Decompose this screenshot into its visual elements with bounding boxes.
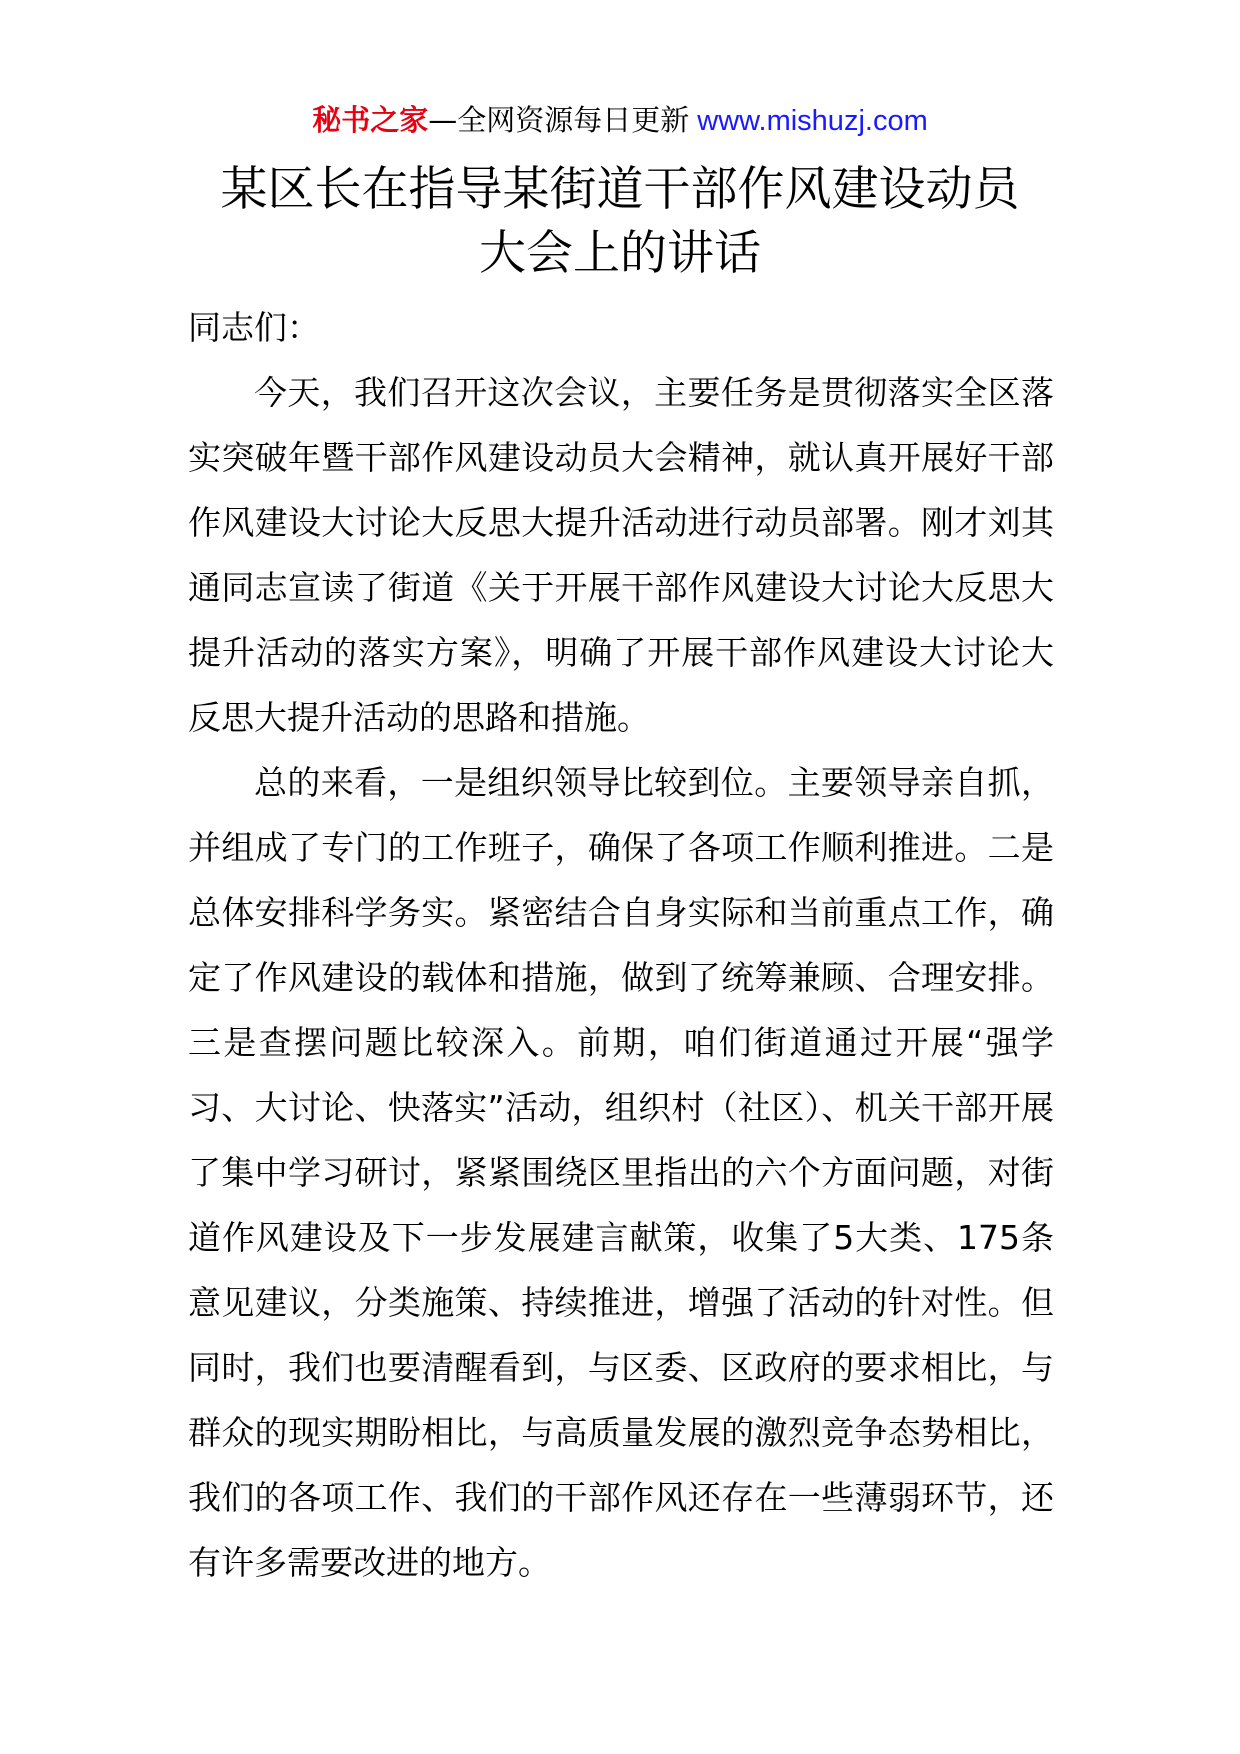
- body-paragraph-2: 总的来看，一是组织领导比较到位。主要领导亲自抓，并组成了专门的工作班子，确保了各项工作顺利推进。二是总体安排科学务实。紧密结合自身实际和当前重点工作，确定了作风建设的载体和措施，做到了统筹兼顾、合理安排。三是查摆问题比较深入。前期，咱们街道通过开展“强学习、大讨论、快落实”活动，组织村（社区）、机关干部开展了集中学习研讨，紧紧围绕区里指出的六个方面问题，对街道作风建设及下一步发展建言献策，收集了5大类、175条意见建议，分类施策、持续推进，增强了活动的针对性。但同时，我们也要清醒看到，与区委、区政府的要求相比，与群众的现实期盼相比，与高质量发展的激烈竞争态势相比，我们的各项工作、我们的干部作风还存在一些薄弱环节，还有许多需要改进的地方。: [188, 763, 1054, 1582]
- document-title: [150, 158, 1090, 286]
- title-line-2: 大会上的讲话: [479, 226, 761, 281]
- body-paragraph-1: 今天，我们召开这次会议，主要任务是贯彻落实全区落实突破年暨干部作风建设动员大会精神，就认真开展好干部作风建设大讨论大反思大提升活动进行动员部署。刚才刘其通同志宣读了街道《关于开展干部作风建设大讨论大反思大提升活动的落实方案》，明确了开展干部作风建设大讨论大反思大提升活动的思路和措施。: [188, 373, 1054, 737]
- title-line-1: 某区长在指导某街道干部作风建设动员: [220, 162, 1020, 217]
- document-body: [188, 295, 1054, 1595]
- salutation: 同志们：: [188, 308, 320, 347]
- site-header: [0, 100, 1240, 141]
- header-tagline: —全网资源每日更新: [428, 103, 690, 137]
- site-url-link[interactable]: www.mishuzj.com: [697, 105, 928, 137]
- brand-name: 秘书之家: [312, 103, 429, 137]
